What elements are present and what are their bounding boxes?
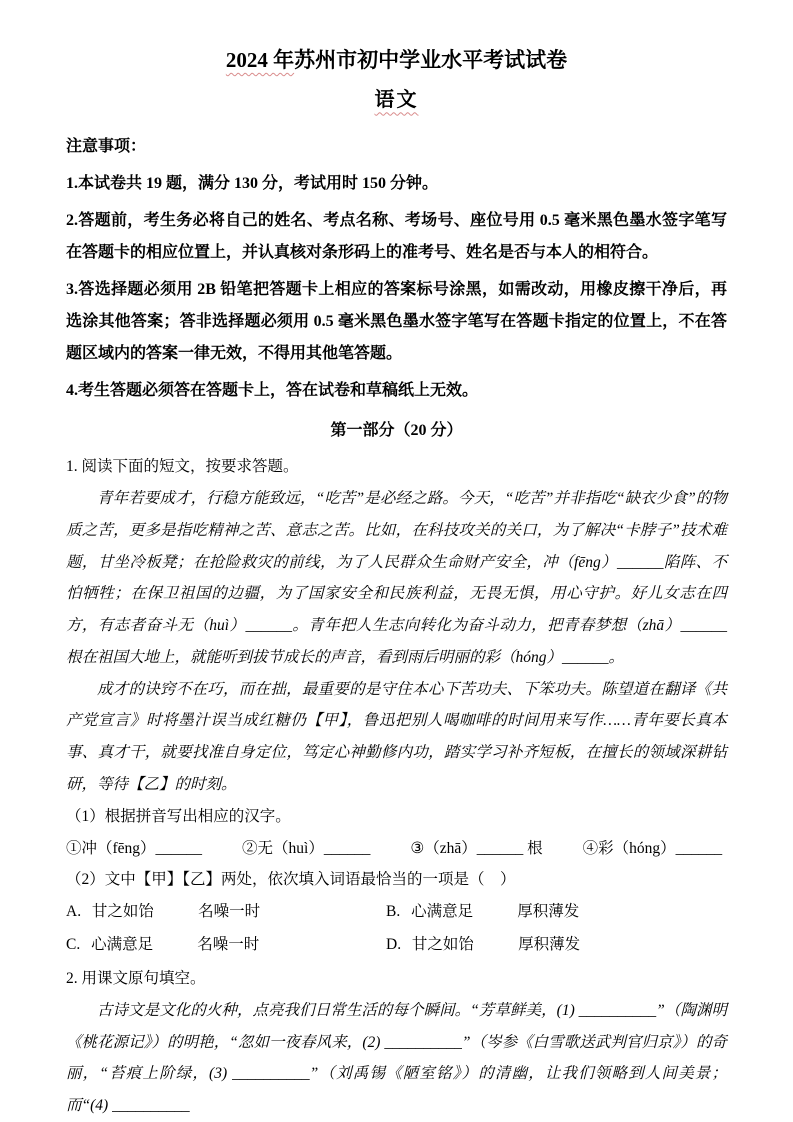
question-1-passage-1: 青年若要成才，行稳方能致远，“吃苦”是必经之路。今天，“吃苦”并非指吃“缺衣少食”的物质之苦，更多是指吃精神之苦、意志之苦。比如，在科技攻关的关口，为了解决“卡脖子”技术难题，甘坐冷板凳；在抢险救灾的前线，为了人民群众生命财产安全，冲（fēng）______陷阵、不怕牺牲；在保卫祖国的边疆，为了国家安全和民族利益，无畏无惧，用心守护。好儿女志在四方，有志者奋斗无（huì）______。青年把人生志向转化为奋斗动力，把青春梦想（zhā）______ 根在祖国大地上，就能听到拔节成长的声音，看到雨后明丽的彩（hóng）______。 [66, 490, 727, 666]
pinyin-blank-4: ④彩（hóng）______ [582, 839, 723, 857]
pinyin-blank-1: ①冲（fēng）______ [66, 839, 203, 857]
option-a-word-2: 名噪一时 [198, 903, 261, 921]
option-b-word-1: 心满意足 [411, 903, 474, 921]
option-d-word-2: 厚积薄发 [518, 935, 581, 953]
question-1-stem: 1. 阅读下面的短文，按要求答题。 [66, 458, 299, 476]
option-d-key: D. [386, 935, 402, 953]
option-d [386, 929, 727, 962]
notice-item-3: 3.答选择题必须用 2B 铅笔把答题卡上相应的答案标号涂黑，如需改动，用橡皮擦干净后，再选涂其他答案；答非选择题必须用 0.5 毫米黑色墨水签字笔写在答题卡指定的位置上，不在答题区域内的答案一律无效，不得用其他笔答题。 [66, 281, 727, 363]
notice-section [66, 131, 727, 407]
exam-title-year: 2024 年 [225, 48, 295, 72]
subject-title [66, 87, 727, 113]
option-c-word-2: 名噪一时 [197, 935, 260, 953]
option-a-key: A. [66, 903, 82, 921]
option-b-word-2: 厚积薄发 [517, 903, 580, 921]
option-c-key: C. [66, 935, 81, 953]
exam-title-text: 苏州市初中学业水平考试试卷 [294, 48, 568, 72]
option-a [66, 896, 386, 929]
pinyin-blank-2: ②无（huì）______ [242, 839, 371, 857]
option-a-word-1: 甘之如饴 [91, 903, 154, 921]
question-1-sub2-options [66, 896, 727, 961]
notice-item-4: 4.考生答题必须答在答题卡上，答在试卷和草稿纸上无效。 [66, 382, 479, 400]
pinyin-blank-3: ③（zhā）______ 根 [410, 839, 543, 857]
exam-title [66, 46, 727, 74]
question-1-sub1-label: （1）根据拼音写出相应的汉字。 [66, 807, 291, 825]
question-2 [66, 963, 727, 1122]
notice-item-2: 2.答题前，考生务必将自己的姓名、考点名称、考场号、座位号用 0.5 毫米黑色墨水签字笔写在答题卡的相应位置上，并认真核对条形码上的准考号、姓名是否与本人的相符合。 [66, 212, 727, 262]
option-c-word-1: 心满意足 [91, 935, 154, 953]
option-d-word-1: 甘之如饴 [411, 935, 474, 953]
question-2-stem: 2. 用课文原句填空。 [66, 970, 206, 988]
option-b-key: B. [386, 903, 401, 921]
notice-item-1: 1.本试卷共 19 题，满分 130 分，考试用时 150 分钟。 [66, 175, 439, 193]
question-1 [66, 451, 727, 961]
option-b [386, 896, 727, 929]
option-c [66, 929, 386, 962]
section-heading-part1: 第一部分（20 分） [330, 422, 463, 440]
subject-title-text: 语文 [374, 89, 419, 112]
notice-heading: 注意事项： [66, 138, 147, 156]
question-1-sub1-blanks [66, 833, 727, 865]
question-2-passage: 古诗文是文化的火种，点亮我们日常生活的每个瞬间。“芳草鲜美，(1) __________”（陶渊明《桃花源记》）的明艳，“忽如一夜春风来，(2) __________”（岑参《白雪歌送武判官归京》）的奇丽，“苔痕上阶绿，(3) __________”（刘禹锡《陋室铭》）的清幽，让我们领略到人间美景；而“(4) __________ [66, 1001, 727, 1115]
question-1-sub2-label: （2）文中【甲】【乙】两处，依次填入词语最恰当的一项是（ ） [66, 871, 516, 889]
question-1-passage-2: 成才的诀窍不在巧，而在拙，最重要的是守住本心下苦功夫、下笨功夫。陈望道在翻译《共产党宣言》时将墨汁误当成红糖仍【甲】，鲁迅把别人喝咖啡的时间用来写作……青年要长真本事、真才干，就要找准自身定位，笃定心神勤修内功，踏实学习补齐短板，在擅长的领域深耕钻研，等待【乙】的时刻。 [66, 680, 727, 793]
